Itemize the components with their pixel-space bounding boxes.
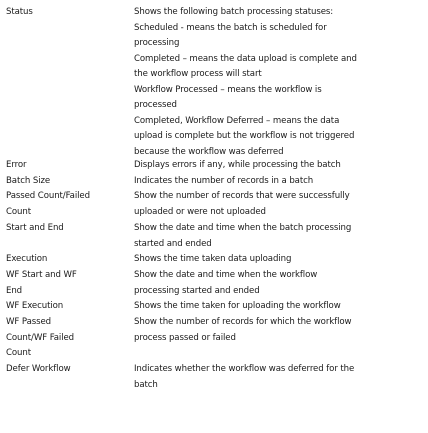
- term-spacer: [6, 237, 124, 253]
- term-line: Count: [6, 207, 32, 218]
- desc-line: process passed or failed: [134, 332, 236, 343]
- desc-line: started and ended: [134, 238, 212, 249]
- desc-status: [134, 5, 426, 160]
- term-line: Defer Workflow: [6, 364, 71, 375]
- desc-line: processing: [134, 38, 180, 48]
- desc-line: the workflow process will start: [134, 69, 262, 79]
- desc-line: Shows the following batch processing statuses:: [134, 7, 334, 17]
- desc-line: Indicates whether the workflow was deferred for the: [134, 364, 355, 375]
- desc-line: Show the date and time when the workflow: [134, 269, 318, 280]
- desc-line: Scheduled - means the batch is scheduled for: [134, 22, 327, 33]
- desc-line: Completed – means the data upload is complete and: [134, 53, 357, 64]
- desc-line: Show the number of records that were successfully: [134, 191, 350, 202]
- desc-line: batch: [134, 379, 158, 390]
- desc-line: Completed, Workflow Deferred – means the data: [134, 115, 340, 126]
- desc-line: Indicates the number of records in a batch: [134, 175, 314, 186]
- term-line: Batch Size: [6, 175, 51, 186]
- desc-line: upload is complete but the workflow is not triggered: [134, 131, 355, 141]
- term-status: [6, 5, 124, 20]
- desc-spacer: [134, 346, 426, 362]
- desc-line: uploaded or were not uploaded: [134, 207, 266, 218]
- term-line: WF Execution: [6, 301, 64, 312]
- desc-line: processed: [134, 100, 177, 110]
- term-line: Count: [6, 348, 32, 359]
- term-line: WF Start and WF: [6, 269, 77, 280]
- term-line: Passed Count/Failed: [6, 191, 90, 202]
- term-fields: [6, 158, 124, 378]
- term-line: Start and End: [6, 222, 64, 233]
- desc-line: processing started and ended: [134, 285, 260, 296]
- desc-line: Displays errors if any, while processing the batch: [134, 160, 341, 170]
- term-line: Count/WF Failed: [6, 332, 75, 343]
- desc-line: Shows the time taken data uploading: [134, 254, 292, 265]
- term-line: WF Passed: [6, 317, 52, 328]
- term-line: Execution: [6, 254, 48, 265]
- desc-line: because the workflow was deferred: [134, 146, 284, 157]
- term-line: Status: [6, 7, 33, 17]
- desc-line: Shows the time taken for uploading the workflow: [134, 301, 341, 312]
- desc-line: Workflow Processed – means the workflow is: [134, 84, 322, 95]
- term-line: Error: [6, 160, 27, 170]
- term-line: End: [6, 285, 23, 296]
- desc-line: Show the date and time when the batch processing: [134, 222, 352, 233]
- desc-line: Show the number of records for which the workflow: [134, 317, 352, 328]
- desc-fields: [134, 158, 426, 394]
